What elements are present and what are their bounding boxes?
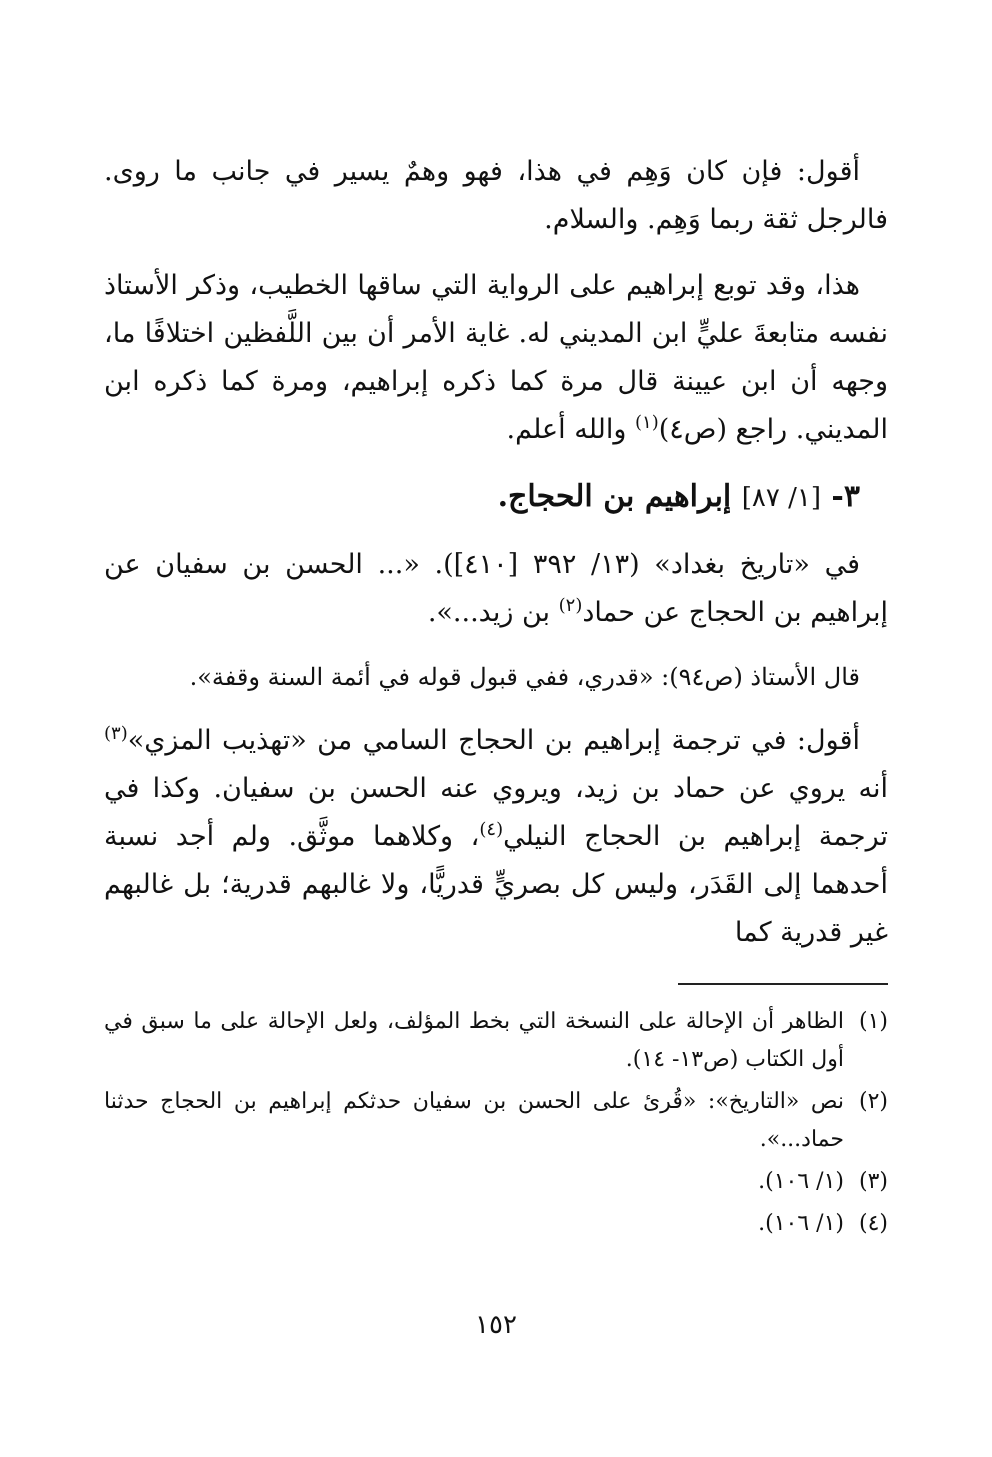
paragraph-5-text-c: ، وكلاهما موثَّق. ولم أجد نسبة أحدهما إلى القَدَر، وليس كل بصريٍّ قدريًّا، ولا غالبهم قدرية؛ بل غالبهم غير قدرية كما [104, 821, 888, 948]
footnote-1-mark: (١) [858, 1009, 888, 1034]
paragraph-4 [104, 655, 888, 699]
footnote-2-text: نص «التاريخ»: «قُرئ على الحسن بن سفيان حدثكم إبراهيم بن الحجاج حدثنا حماد...». [104, 1089, 844, 1152]
footnotes [104, 1003, 888, 1243]
paragraph-1-text: أقول: فإن كان وَهِم في هذا، فهو وهمٌ يسير في جانب ما روى. فالرجل ثقة ربما وَهِم. والسلام. [104, 156, 888, 235]
page-number: ١٥٢ [475, 1310, 517, 1340]
paragraph-5-text-a: أقول: في ترجمة إبراهيم بن الحجاج السامي من «تهذيب المزي» [127, 725, 860, 756]
footnote-4-text: (١/ ١٠٦). [758, 1211, 844, 1236]
footnotes-divider [678, 983, 888, 985]
entry-number: ٣- [831, 479, 860, 514]
paragraph-2-text: هذا، وقد توبع إبراهيم على الرواية التي ساقها الخطيب، وذكر الأستاذ نفسه متابعةَ عليٍّ ابن المديني له. غاية الأمر أن بين اللَّفظين اختلافًا ما، وجهه أن ابن عيينة قال مرة كما ذكره إبراهيم، ومرة كما ذكره ابن المديني. راجع (ص٤) [104, 270, 888, 445]
paragraph-3-end: بن زيد...». [427, 597, 559, 628]
footnote-2 [104, 1083, 888, 1159]
footnote-ref-4: (٤) [479, 819, 504, 840]
footnote-ref-2: (٢) [558, 595, 583, 616]
entry-heading [104, 472, 888, 523]
paragraph-5 [104, 717, 888, 957]
footnote-1 [104, 1003, 888, 1079]
entry-reference: [١/ ٨٧] [741, 483, 821, 513]
footnote-3-mark: (٣) [858, 1169, 888, 1194]
footnote-2-mark: (٢) [858, 1089, 888, 1114]
footnote-3 [104, 1163, 888, 1201]
footnote-4-mark: (٤) [858, 1211, 888, 1236]
paragraph-3 [104, 541, 888, 637]
paragraph-1 [104, 148, 888, 244]
footnote-ref-1: (١) [635, 412, 659, 433]
footnote-ref-3: (٣) [104, 723, 128, 744]
entry-title: إبراهيم بن الحجاج. [497, 479, 732, 514]
footnote-4 [104, 1205, 888, 1243]
paragraph-3-text: في «تاريخ بغداد» (١٣/ ٣٩٢ [٤١٠]). «... الحسن بن سفيان عن إبراهيم بن الحجاج عن حماد [104, 549, 888, 628]
paragraph-2-end: والله أعلم. [506, 414, 635, 445]
paragraph-5-text-b: أنه يروي عن حماد بن زيد، ويروي عنه الحسن بن سفيان. وكذا في ترجمة إبراهيم بن الحجاج النيلي [104, 773, 888, 852]
footnote-1-text: الظاهر أن الإحالة على النسخة التي بخط المؤلف، ولعل الإحالة على ما سبق في أول الكتاب (ص١٣- ١٤). [104, 1009, 844, 1072]
footnote-3-text: (١/ ١٠٦). [758, 1169, 844, 1194]
paragraph-2 [104, 262, 888, 454]
paragraph-4-text: قال الأستاذ (ص٩٤): «قدري، ففي قبول قوله في أئمة السنة وقفة». [189, 663, 860, 691]
